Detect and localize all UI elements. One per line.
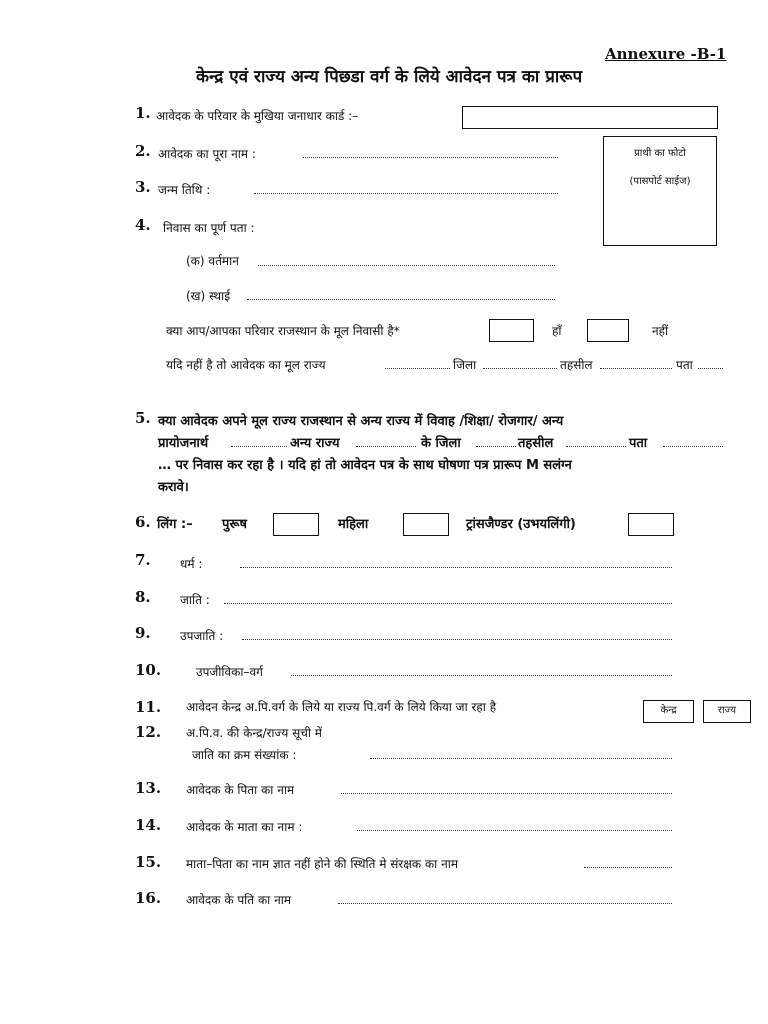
state-button[interactable]: राज्य bbox=[703, 700, 751, 723]
q8-number: 8. bbox=[135, 588, 151, 606]
q5-line4: करावे। bbox=[158, 480, 189, 495]
q4-number: 4. bbox=[135, 216, 151, 234]
q11-number: 11. bbox=[135, 698, 162, 716]
photo-box[interactable] bbox=[603, 136, 717, 246]
religion-label: धर्म : bbox=[180, 557, 203, 571]
q5-other-state-label: अन्य राज्य bbox=[290, 436, 340, 451]
q5-district-label: के जिला bbox=[421, 436, 461, 451]
occupation-field[interactable] bbox=[291, 675, 672, 676]
q12-number: 12. bbox=[135, 723, 162, 741]
native-no-label: नहीं bbox=[652, 324, 669, 338]
q5-number: 5. bbox=[135, 409, 151, 427]
q5-line2-purpose: प्रायोजनार्थ bbox=[158, 436, 209, 451]
permanent-address-field[interactable] bbox=[247, 299, 555, 300]
q5-district-field[interactable] bbox=[476, 446, 516, 447]
origin-district-label: जिला bbox=[453, 358, 477, 372]
q4-label: निवास का पूर्ण पता : bbox=[163, 221, 255, 235]
q5-line1: क्या आवेदक अपने मूल राज्य राजस्थान से अन्य राज्य में विवाह /शिक्षा/ रोजगार/ अन्य bbox=[158, 414, 564, 429]
religion-field[interactable] bbox=[240, 567, 672, 568]
q14-number: 14. bbox=[135, 816, 162, 834]
native-no-box[interactable] bbox=[587, 319, 629, 342]
gender-male-label: पुरूष bbox=[222, 517, 247, 532]
application-type-label: आवेदन केन्द्र अ.पि.वर्ग के लिये या राज्य पि.वर्ग के लिये किया जा रहा है bbox=[186, 700, 497, 714]
q5-address-field[interactable] bbox=[663, 446, 723, 447]
gender-female-label: महिला bbox=[338, 517, 369, 532]
q5-line3: … पर निवास कर रहा है । यदि हां तो आवेदन पत्र के साथ घोषणा पत्र प्रारूप M सलंग्न bbox=[158, 458, 572, 473]
current-address-field[interactable] bbox=[258, 265, 555, 266]
q13-number: 13. bbox=[135, 779, 162, 797]
dob-field[interactable] bbox=[254, 193, 558, 194]
native-yes-box[interactable] bbox=[489, 319, 534, 342]
father-name-field[interactable] bbox=[341, 793, 672, 794]
gender-label: लिंग :– bbox=[157, 517, 193, 532]
q5-tehsil-label: तहसील bbox=[518, 436, 554, 451]
q2-label: आवेदक का पूरा नाम : bbox=[158, 147, 256, 161]
gender-transgender-label: ट्रांसजैण्डर (उभयलिंगी) bbox=[466, 517, 576, 532]
current-address-label: (क) वर्तमान bbox=[186, 254, 239, 268]
caste-serial-label: जाति का क्रम संख्यांक : bbox=[192, 748, 297, 762]
native-yes-label: हाँ bbox=[552, 324, 562, 338]
q5-address-label: पता bbox=[629, 436, 648, 451]
q7-number: 7. bbox=[135, 551, 151, 569]
full-name-field[interactable] bbox=[303, 157, 558, 158]
q6-number: 6. bbox=[135, 513, 151, 531]
subcaste-label: उपजाति : bbox=[180, 629, 224, 643]
gender-female-box[interactable] bbox=[403, 513, 449, 536]
q5-other-state-field[interactable] bbox=[356, 446, 416, 447]
annexure-label: Annexure -B-1 bbox=[605, 45, 727, 63]
janaadhaar-field[interactable] bbox=[462, 106, 718, 129]
q3-label: जन्म तिथि : bbox=[158, 183, 211, 197]
guardian-name-field[interactable] bbox=[584, 867, 672, 868]
husband-name-field[interactable] bbox=[338, 903, 672, 904]
caste-serial-field[interactable] bbox=[370, 758, 672, 759]
q10-number: 10. bbox=[135, 661, 162, 679]
father-name-label: आवेदक के पिता का नाम bbox=[186, 783, 295, 797]
guardian-name-label: माता–पिता का नाम ज्ञात नहीं होने की स्थिति मे संरक्षक का नाम bbox=[186, 857, 459, 871]
origin-state-label: यदि नहीं है तो आवेदक का मूल राज्य bbox=[166, 358, 326, 372]
origin-address-field[interactable] bbox=[698, 368, 723, 369]
mother-name-label: आवेदक के माता का नाम : bbox=[186, 820, 303, 834]
q5-purpose-field[interactable] bbox=[231, 446, 287, 447]
caste-list-line1: अ.पि.व. की केन्द्र/राज्य सूची में bbox=[186, 726, 322, 740]
origin-address-label: पता bbox=[676, 358, 693, 372]
caste-label: जाति : bbox=[180, 593, 210, 607]
photo-box-line2: (पासपोर्ट साईज) bbox=[629, 176, 691, 187]
mother-name-field[interactable] bbox=[357, 830, 672, 831]
husband-name-label: आवेदक के पति का नाम bbox=[186, 893, 292, 907]
q1-label: आवेदक के परिवार के मुखिया जनाधार कार्ड :– bbox=[156, 109, 359, 123]
central-button[interactable]: केन्द्र bbox=[643, 700, 694, 723]
form-title: केन्द्र एवं राज्य अन्य पिछडा वर्ग के लिये आवेदन पत्र का प्रारूप bbox=[196, 67, 583, 87]
origin-tehsil-field[interactable] bbox=[600, 368, 672, 369]
q16-number: 16. bbox=[135, 889, 162, 907]
subcaste-field[interactable] bbox=[242, 639, 672, 640]
q9-number: 9. bbox=[135, 624, 151, 642]
origin-tehsil-label: तहसील bbox=[560, 358, 593, 372]
native-question: क्या आप/आपका परिवार राजस्थान के मूल निवासी है* bbox=[166, 324, 400, 338]
origin-state-field[interactable] bbox=[385, 368, 450, 369]
gender-male-box[interactable] bbox=[273, 513, 319, 536]
permanent-address-label: (ख) स्थाई bbox=[186, 289, 231, 303]
caste-field[interactable] bbox=[224, 603, 672, 604]
gender-transgender-box[interactable] bbox=[628, 513, 674, 536]
q5-tehsil-field[interactable] bbox=[566, 446, 626, 447]
q1-number: 1. bbox=[135, 104, 151, 122]
q2-number: 2. bbox=[135, 142, 151, 160]
q15-number: 15. bbox=[135, 853, 162, 871]
q3-number: 3. bbox=[135, 178, 151, 196]
occupation-label: उपजीविका–वर्ग bbox=[196, 665, 263, 679]
origin-district-field[interactable] bbox=[483, 368, 557, 369]
photo-box-line1: प्राथी का फोटो bbox=[634, 148, 686, 159]
